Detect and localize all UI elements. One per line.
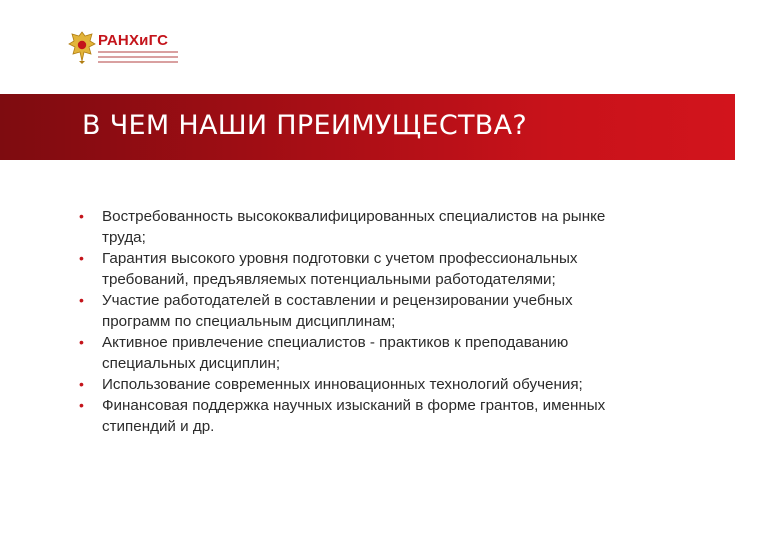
bullet-icon: • — [79, 397, 84, 413]
list-item — [78, 374, 638, 395]
eagle-emblem-icon — [68, 30, 96, 64]
logo — [68, 30, 178, 72]
list-item-text: Финансовая поддержка научных изысканий в форме грантов, именных стипендий и др. — [102, 397, 606, 435]
list-item — [78, 332, 638, 374]
bullet-icon: • — [79, 376, 84, 392]
bullet-icon: • — [79, 334, 84, 350]
list-item-text: Востребованность высококвалифицированных специалистов на рынке труда; — [102, 208, 606, 246]
logo-text: РАНХиГС — [98, 32, 169, 49]
bullet-icon: • — [79, 208, 84, 224]
list-item — [78, 290, 638, 332]
list-item-text: Активное привлечение специалистов - практиков к преподаванию специальных дисциплин; — [102, 334, 569, 372]
title-banner — [0, 94, 735, 160]
logo-subtitle-lines — [98, 51, 178, 66]
page-title: В ЧЕМ НАШИ ПРЕИМУЩЕСТВА? — [82, 110, 528, 141]
bullet-icon: • — [79, 250, 84, 266]
list-item-text: Участие работодателей в составлении и рецензировании учебных программ по специальным дисциплинам; — [102, 292, 573, 330]
list-item — [78, 395, 638, 437]
list-item — [78, 248, 638, 290]
list-item-text: Гарантия высокого уровня подготовки с учетом профессиональных требований, предъявляемых потенциальными работодателями; — [102, 250, 578, 288]
list-item-text: Использование современных инновационных технологий обучения; — [102, 376, 583, 393]
list-item — [78, 206, 638, 248]
advantages-list — [78, 206, 638, 437]
bullet-icon: • — [79, 292, 84, 308]
